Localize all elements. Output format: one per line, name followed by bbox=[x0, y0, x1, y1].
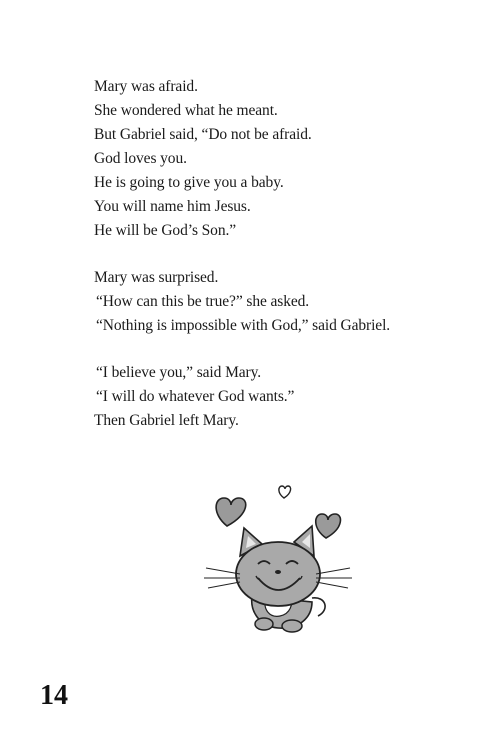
story-line: Then Gabriel left Mary. bbox=[94, 412, 239, 429]
paragraph-3 bbox=[94, 361, 474, 433]
story-line: Mary was afraid. bbox=[94, 78, 198, 95]
cat-paw bbox=[282, 620, 302, 632]
story-line: He is going to give you a baby. bbox=[94, 174, 284, 191]
story-text bbox=[94, 75, 474, 456]
story-line: “How can this be true?” she asked. bbox=[96, 293, 310, 310]
heart-icon bbox=[316, 514, 341, 538]
page-number: 14 bbox=[40, 680, 68, 711]
heart-icon bbox=[216, 498, 246, 526]
cat-paw bbox=[255, 618, 273, 630]
story-line: But Gabriel said, “Do not be afraid. bbox=[94, 126, 312, 143]
cat-tail bbox=[312, 598, 325, 616]
story-line: “Nothing is impossible with God,” said Gabriel. bbox=[96, 317, 391, 334]
story-line: She wondered what he meant. bbox=[94, 102, 278, 119]
story-line: “I believe you,” said Mary. bbox=[96, 364, 262, 381]
story-line: Mary was surprised. bbox=[94, 269, 219, 286]
story-line: “I will do whatever God wants.” bbox=[96, 388, 295, 405]
heart-icon bbox=[279, 486, 291, 498]
cat-with-hearts-illustration bbox=[200, 478, 360, 648]
paragraph-1 bbox=[94, 75, 474, 243]
paragraph-2 bbox=[94, 266, 474, 338]
story-line: You will name him Jesus. bbox=[94, 198, 251, 215]
story-line: He will be God’s Son.” bbox=[94, 222, 237, 239]
story-line: God loves you. bbox=[94, 150, 187, 167]
